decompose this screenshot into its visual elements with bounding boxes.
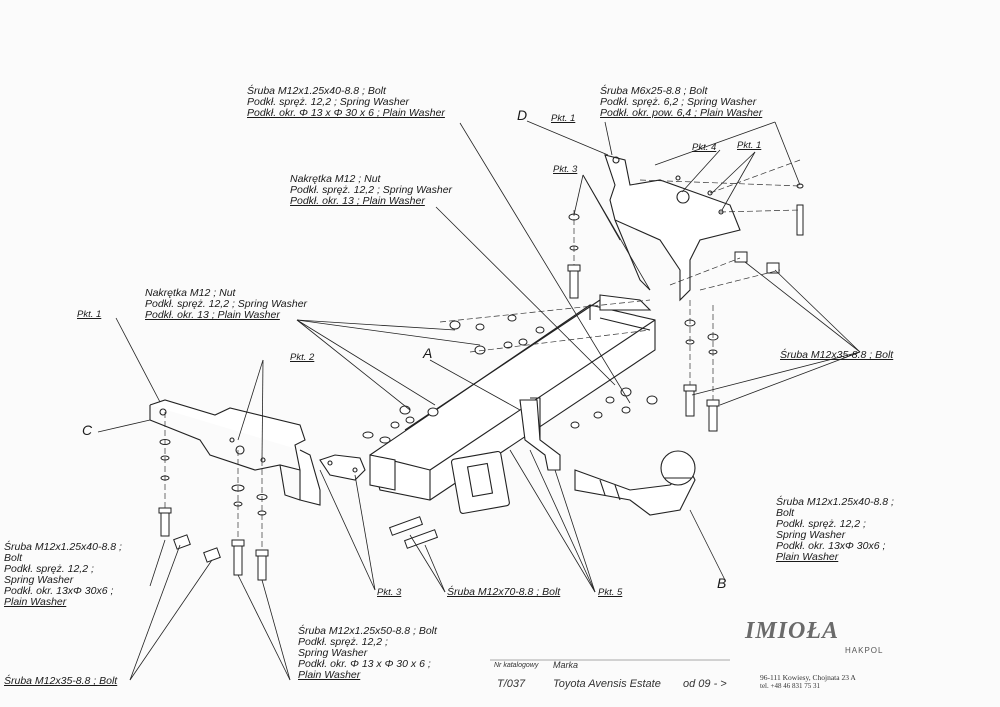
address-line: 96-111 Kowiesy, Chojnata 23 A [760,673,856,682]
callout-line: Podkł. okr. Φ 13 x Φ 30 x 6 ; Plain Washer [247,107,445,119]
callout-top-bolt [247,86,445,119]
brand-label: Marka [553,660,579,670]
vehicle-model: Toyota Avensis Estate [553,678,661,690]
part-letter-a: A [423,345,433,361]
callout-line: Śruba M12x1.25x40-8.8 ; [776,496,894,508]
callout-line: Śruba M6x25-8.8 ; Bolt [600,85,708,97]
callout-line: Podkł. spręż. 6,2 ; Spring Washer [600,96,757,108]
pkt-marker: Pkt. 5 [598,587,623,598]
callout-line: Podkł. okr. 13xΦ 30x6 ; [4,585,114,597]
pkt-marker: Pkt. 3 [377,587,402,598]
callout-line: Podkł. okr. pow. 6,4 ; Plain Washer [600,107,763,119]
callout-line: Spring Washer [298,647,368,659]
callout-line: Podkł. spręż. 12,2 ; Spring Washer [145,298,308,310]
imiola-logo: IMIOŁA [745,618,840,644]
callout-left-nut [145,288,307,321]
tow-ball-neck [575,451,695,515]
callout-bottom-bolt-m12x70: Śruba M12x70-8.8 ; Bolt [447,586,561,598]
callout-left-bolt-m12x125 [4,542,122,608]
pkt-marker: Pkt. 1 [77,309,102,320]
callout-line: Bolt [4,552,23,564]
pkt-marker: Pkt. 1 [551,113,576,124]
callout-line: Bolt [776,507,795,519]
right-bracket [605,155,740,300]
company-address [760,673,856,691]
callout-line: Spring Washer [776,529,846,541]
callout-line: Podkł. spręż. 12,2 ; [776,518,866,530]
catalog-label: Nr katalogowy [494,662,539,669]
callout-right-bolt-m12x125 [776,497,894,563]
vehicle-year: od 09 - > [683,678,727,690]
callout-line: Plain Washer [776,551,839,563]
catalog-number: T/037 [497,678,526,690]
phone-line: tel. +48 46 831 75 31 [760,682,820,690]
callout-line: Podkł. okr. 13 ; Plain Washer [290,195,425,207]
callout-line: Podkł. spręż. 12,2 ; [298,636,388,648]
callout-line: Podkł. spręż. 12,2 ; Spring Washer [290,184,453,196]
callout-top-right-bolt [600,86,762,119]
callout-line: Spring Washer [4,574,74,586]
callout-left-bolt-m12x35: Śruba M12x35-8.8 ; Bolt [4,675,118,687]
part-letter-d: D [517,107,528,123]
callout-line: Plain Washer [4,596,67,608]
callout-line: Nakrętka M12 ; Nut [145,287,236,299]
callout-line: Śruba M12x1.25x50-8.8 ; Bolt [298,625,437,637]
logo-subtitle: HAKPOL [845,646,884,655]
part-letter-b: B [717,575,727,591]
callout-line: Podkł. okr. 13 ; Plain Washer [145,309,280,321]
callout-top-nut [290,174,452,207]
callout-right-bolt-m12x35: Śruba M12x35-8.8 ; Bolt [780,349,894,361]
callout-line: Śruba M12x1.25x40-8.8 ; [4,541,122,553]
callout-bottom-bolt-50 [298,626,437,681]
callout-line: Podkł. spręż. 12,2 ; Spring Washer [247,96,410,108]
pkt-marker: Pkt. 1 [737,140,762,151]
pkt-marker: Pkt. 4 [692,142,717,153]
pkt-marker: Pkt. 2 [290,352,315,363]
callout-line: Nakrętka M12 ; Nut [290,173,381,185]
callout-line: Podkł. okr. Φ 13 x Φ 30 x 6 ; [298,658,431,670]
pkt-marker: Pkt. 3 [553,164,578,175]
callout-line: Plain Washer [298,669,361,681]
part-letter-c: C [82,422,93,438]
callout-line: Podkł. spręż. 12,2 ; [4,563,94,575]
callout-line: Śruba M12x1.25x40-8.8 ; Bolt [247,85,386,97]
callout-line: Podkł. okr. 13xΦ 30x6 ; [776,540,886,552]
